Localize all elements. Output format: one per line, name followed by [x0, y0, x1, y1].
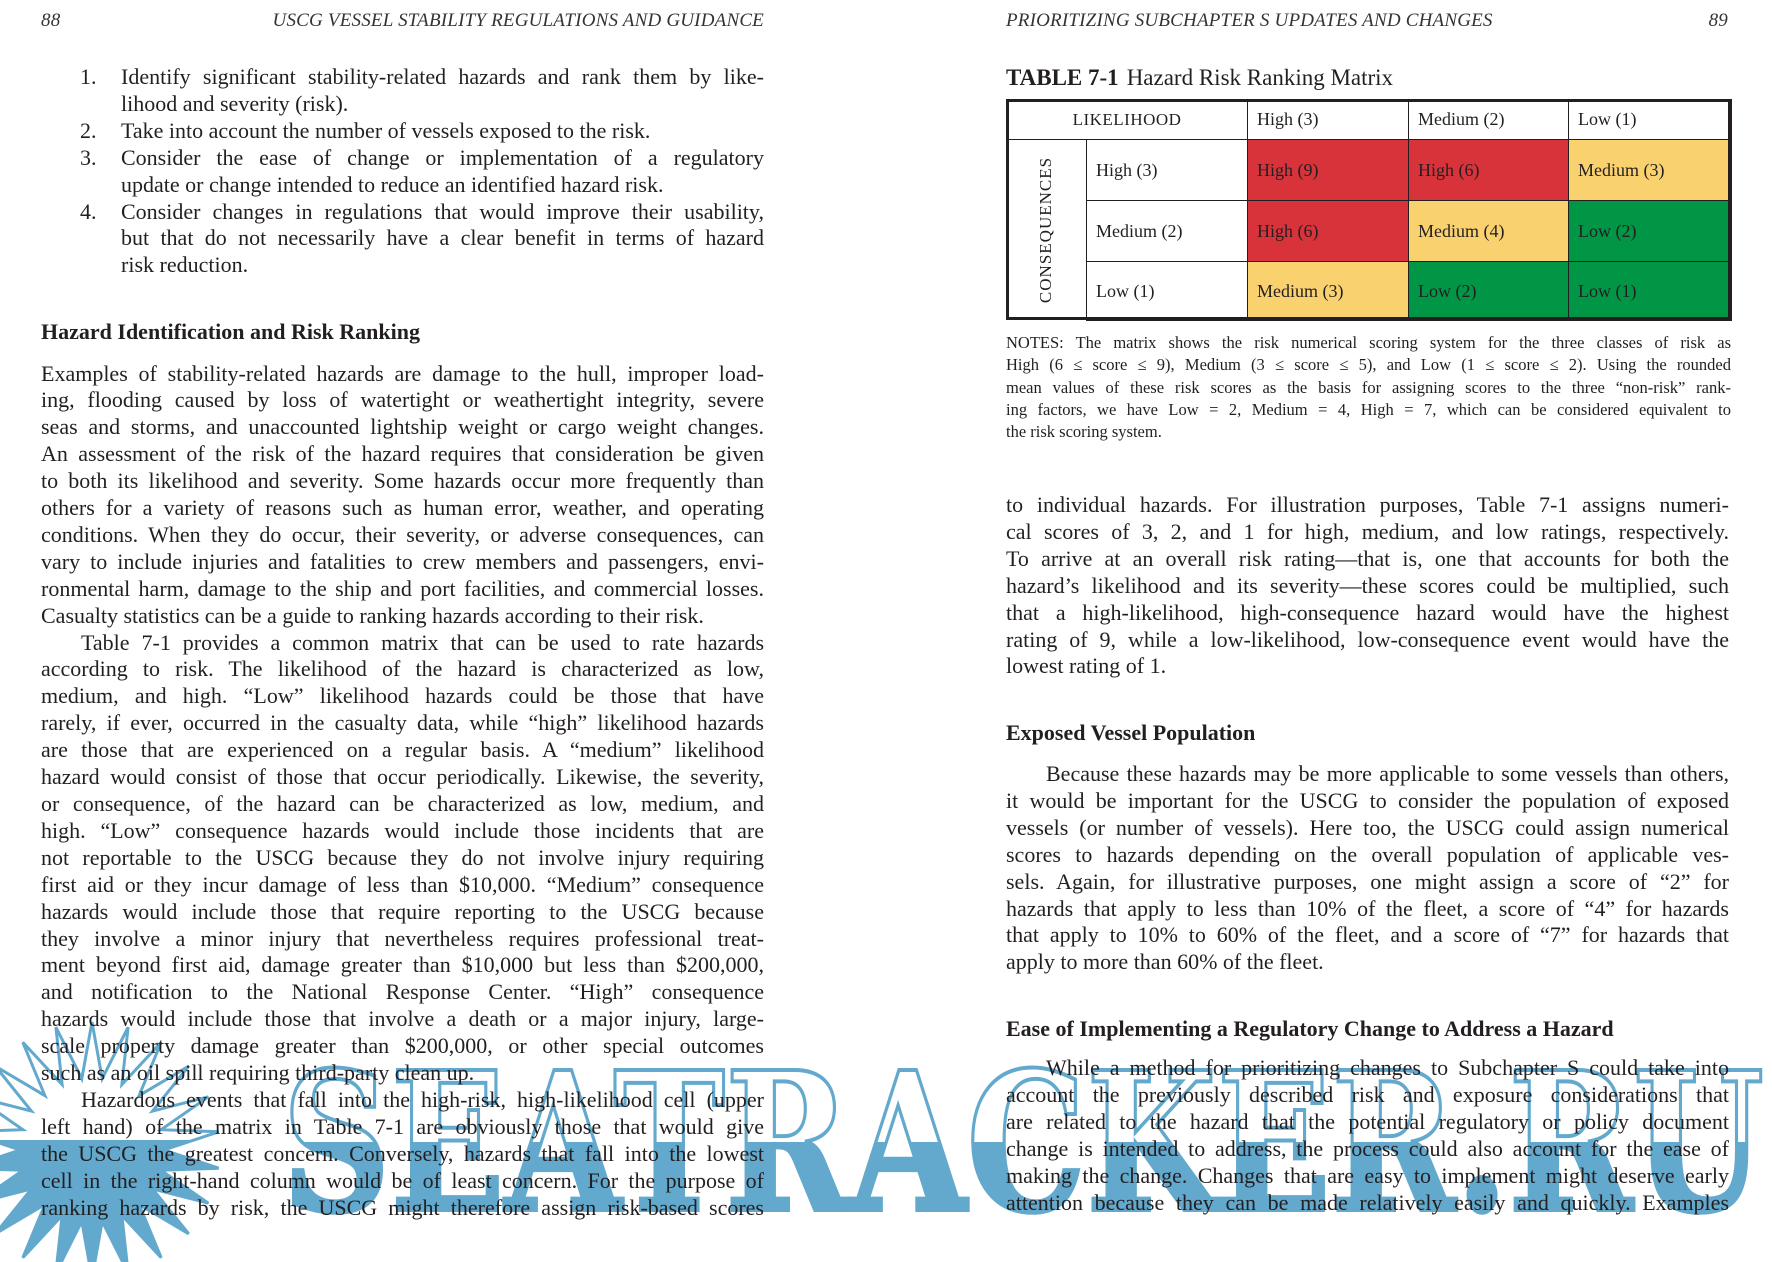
text-line: Table 7-1 provides a common matrix that can be used to rate hazards: [81, 629, 764, 655]
text-line: first aid or they incur damage of less than $10,000. “Medium” consequence: [41, 871, 764, 897]
body-text: [1006, 492, 1729, 680]
text-line: Consider changes in regulations that would improve their usability,: [121, 198, 764, 224]
text-line: they involve a minor injury that nevertheless requires professional treat-: [41, 925, 764, 951]
text-line: ing, flooding caused by loss of watertight or weathertight integrity, severe: [41, 387, 764, 413]
risk-matrix-table: [1006, 99, 1731, 320]
text-line: Consider the ease of change or implementation of a regulatory: [121, 144, 764, 170]
text-line: Take into account the number of vessels exposed to the risk.: [121, 117, 651, 143]
body-text: [41, 361, 764, 1222]
text-line: according to risk. The likelihood of the hazard is characterized as low,: [41, 656, 764, 682]
paragraph: [41, 630, 764, 1087]
text-line: left hand) of the matrix in Table 7-1 are obviously those that would give: [41, 1113, 764, 1139]
consequences-header: [1006, 139, 1087, 320]
text-line: Hazardous events that fall into the high-risk, high-likelihood cell (upper: [81, 1086, 764, 1112]
text-line: To arrive at an overall risk rating—that is, one that accounts for both the: [1006, 545, 1729, 571]
body-text: [1006, 761, 1729, 976]
text-line: or consequence, of the hazard can be characterized as low, medium, and: [41, 791, 764, 816]
text-line: such as an oil spill requiring third-party clean up.: [41, 1060, 475, 1086]
risk-cell-low: Low (2): [1408, 261, 1569, 321]
text-line: rarely, if ever, occurred in the casualty data, while “high” likelihood hazards: [41, 710, 764, 736]
text-line: medium, and high. “Low” likelihood hazards could be those that have: [41, 683, 764, 709]
text-line: ranking hazards by risk, the USCG might therefore assign risk-based scores: [41, 1194, 764, 1220]
text-line: An assessment of the risk of the hazard requires that consideration be given: [41, 441, 764, 467]
running-head: PRIORITIZING SUBCHAPTER S UPDATES AND CHANGES: [1006, 10, 1493, 31]
text-line: making the change. Changes that are easy to implement might deserve early: [1006, 1162, 1729, 1188]
text-line: not reportable to the USCG because they do not involve injury requiring: [41, 844, 764, 870]
page-number: 88: [41, 10, 61, 31]
risk-cell-low: Low (1): [1568, 261, 1732, 321]
table-title: Hazard Risk Ranking Matrix: [1126, 65, 1394, 90]
text-line: cell in the right-hand column would be of least concern. For the purpose of: [41, 1167, 764, 1193]
numbered-list: [80, 64, 764, 279]
risk-cell-medium: Medium (3): [1568, 139, 1732, 201]
text-line: update or change intended to reduce an identified hazard risk.: [121, 171, 664, 197]
text-line: scores to hazards depending on the overall population of applicable ves-: [1006, 841, 1729, 867]
consequences-label: CONSEQUENCES: [1036, 156, 1056, 303]
table-notes: [1006, 332, 1731, 443]
text-line: the risk scoring system.: [1006, 422, 1162, 442]
text-line: are related to the hazard that the potential regulatory or policy document: [1006, 1108, 1729, 1134]
text-line: attention because they can be made relatively easily and quickly. Examples: [1006, 1189, 1729, 1215]
consequence-row-header: High (3): [1086, 139, 1248, 201]
consequence-row-header: Medium (2): [1086, 200, 1248, 262]
text-line: that apply to 10% to 60% of the fleet, and a score of “7” for hazards that: [1006, 922, 1729, 948]
text-line: conditions. When they do occur, their severity, or adverse consequences, can: [41, 521, 764, 547]
running-head: USCG VESSEL STABILITY REGULATIONS AND GUIDANCE: [272, 10, 764, 31]
risk-cell-low: Low (2): [1568, 200, 1732, 262]
risk-cell-high: High (9): [1247, 139, 1409, 201]
text-line: rating of 9, while a low-likelihood, low-consequence event would have the: [1006, 626, 1729, 652]
risk-cell-medium: Medium (4): [1408, 200, 1569, 262]
list-item: [80, 199, 764, 280]
likelihood-header: LIKELIHOOD: [1006, 99, 1248, 140]
text-line: Examples of stability-related hazards are damage to the hull, improper load-: [41, 360, 764, 386]
text-line: account the previously described risk and exposure considerations that: [1006, 1081, 1729, 1107]
text-line: are those that are experienced on a regular basis. A “medium” likelihood: [41, 737, 764, 763]
text-line: change is intended to address, the process could also account for the ease of: [1006, 1135, 1729, 1161]
text-line: hazards would include those that require reporting to the USCG because: [41, 898, 764, 924]
risk-cell-medium: Medium (3): [1247, 261, 1409, 321]
risk-cell-high: High (6): [1247, 200, 1409, 262]
text-line: but that do not necessarily have a clear benefit in terms of hazard: [121, 225, 764, 251]
text-line: ronmental harm, damage to the ship and port facilities, and commercial losses.: [41, 575, 764, 601]
text-line: mean values of these risk scores as the basis for assigning scores to the three “non-risk” rank-: [1006, 377, 1731, 397]
text-line: scale property damage greater than $200,000, or other special outcomes: [41, 1033, 764, 1059]
text-line: lihood and severity (risk).: [121, 90, 349, 116]
paragraph: [41, 361, 764, 630]
list-number: 2.: [80, 117, 97, 143]
likelihood-column-header: Medium (2): [1408, 99, 1569, 140]
text-line: Identify significant stability-related hazards and rank them by like-: [121, 64, 764, 89]
table-label: TABLE 7-1: [1006, 65, 1119, 90]
consequence-row-header: Low (1): [1086, 261, 1248, 321]
text-line: Because these hazards may be more applicable to some vessels than others,: [1046, 761, 1729, 786]
text-line: Casualty statistics can be a guide to ranking hazards according to their risk.: [41, 602, 704, 628]
text-line: and notification to the National Response Center. “High” consequence: [41, 979, 764, 1005]
list-item: [80, 64, 764, 118]
text-line: While a method for prioritizing changes to Subchapter S could take into: [1046, 1055, 1729, 1080]
text-line: the USCG the greatest concern. Conversely, hazards that fall into the lowest: [41, 1140, 764, 1166]
text-line: others for a variety of reasons such as human error, weather, and operating: [41, 495, 764, 521]
text-line: hazards would include those that involve a death or a major injury, large-: [41, 1006, 764, 1032]
list-number: 3.: [80, 144, 97, 170]
risk-cell-high: High (6): [1408, 139, 1569, 201]
text-line: it would be important for the USCG to consider the population of exposed: [1006, 787, 1729, 813]
text-line: ment beyond first aid, damage greater than $10,000 but less than $200,000,: [41, 952, 764, 978]
watermark-text: SEATRACKER.RU: [282, 1031, 1764, 1256]
list-number: 4.: [80, 198, 97, 224]
text-line: to both its likelihood and severity. Some hazards occur more frequently than: [41, 468, 764, 494]
text-line: NOTES: The matrix shows the risk numerical scoring system for the three classes of risk as: [1006, 333, 1731, 352]
text-line: hazards that apply to less than 10% of the fleet, a score of “4” for hazards: [1006, 895, 1729, 921]
section-heading: Ease of Implementing a Regulatory Change to Address a Hazard: [1006, 1016, 1614, 1041]
text-line: vessels (or number of vessels). Here too, the USCG could assign numerical: [1006, 814, 1729, 840]
text-line: hazard would consist of those that occur periodically. Likewise, the severity,: [41, 764, 764, 790]
body-text: [1006, 1055, 1729, 1216]
list-number: 1.: [80, 64, 97, 89]
paragraph: [41, 1087, 764, 1222]
text-line: High (6 ≤ score ≤ 9), Medium (3 ≤ score ≤ 5), and Low (1 ≤ score ≤ 2). Using the rounded: [1006, 355, 1731, 375]
list-item: [80, 145, 764, 199]
text-line: seas and storms, and unaccounted lightship weight or cargo weight changes.: [41, 414, 764, 440]
section-heading: Hazard Identification and Risk Ranking: [41, 319, 420, 344]
text-line: that a high-likelihood, high-consequence hazard would have the highest: [1006, 599, 1729, 625]
likelihood-column-header: High (3): [1247, 99, 1409, 140]
likelihood-column-header: Low (1): [1568, 99, 1732, 140]
text-line: to individual hazards. For illustration purposes, Table 7-1 assigns numeri-: [1006, 492, 1729, 517]
text-line: risk reduction.: [121, 252, 249, 278]
text-line: ing factors, we have Low = 2, Medium = 4, High = 7, which can be considered equivalent to: [1006, 399, 1731, 419]
text-line: hazard’s likelihood and its severity—these scores could be multiplied, such: [1006, 572, 1729, 598]
text-line: sels. Again, for illustrative purposes, one might assign a score of “2” for: [1006, 868, 1729, 894]
page-number: 89: [1708, 10, 1728, 31]
list-item: [80, 118, 764, 145]
text-line: apply to more than 60% of the fleet.: [1006, 949, 1324, 975]
text-line: high. “Low” consequence hazards would include those incidents that are: [41, 817, 764, 843]
text-line: vary to include injuries and fatalities to crew members and passengers, envi-: [41, 548, 764, 574]
text-line: lowest rating of 1.: [1006, 653, 1167, 679]
text-line: cal scores of 3, 2, and 1 for high, medium, and low ratings, respectively.: [1006, 518, 1729, 544]
section-heading: Exposed Vessel Population: [1006, 720, 1256, 745]
